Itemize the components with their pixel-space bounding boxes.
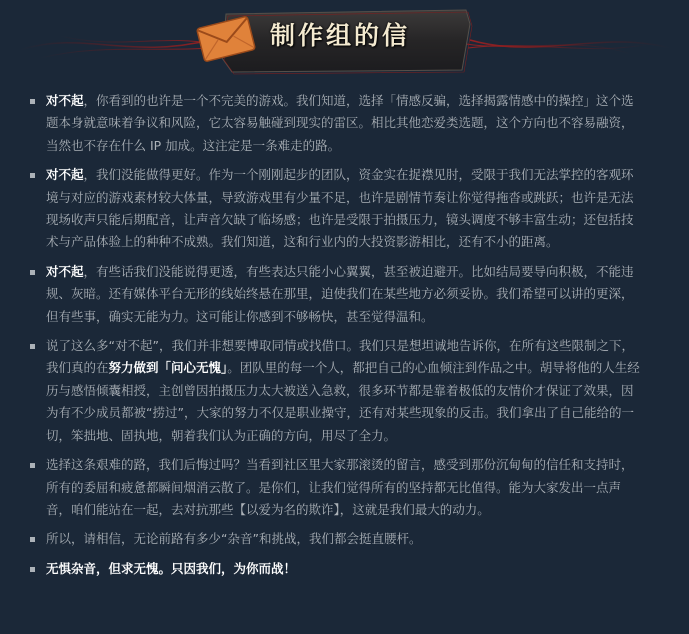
square-bullet-icon [30, 344, 35, 349]
list-item [29, 454, 641, 521]
paragraph-text: 所以，请相信，无论前路有多少“杂音”和挑战，我们都会挺直腰杆。 [46, 531, 422, 547]
square-bullet-icon [30, 537, 35, 542]
square-bullet-icon [30, 270, 35, 275]
emphasis-text: 对不起 [46, 263, 84, 279]
paragraph-text: ，有些话我们没能说得更透，有些表达只能小心翼翼，甚至被迫避开。比如结局要导向积极，不能违规、灰暗。还有媒体平台无形的线始终悬在那里，迫使我们在某些地方必须妥协。我们希望可以讲的更深，但有些事，确实无能为力。这可能让你感到不够畅快，甚至觉得温和。 [46, 263, 634, 324]
page-title: 制作组的信 [270, 21, 411, 50]
square-bullet-icon [30, 463, 35, 468]
paragraph-text: 说了这么多“对不起”，我们并非想要博取同情或找借口。我们只是想坦诚地告诉你，在所有这些限制之下，我们真的在 [46, 338, 634, 376]
square-bullet-icon [30, 99, 35, 104]
list-item [29, 558, 641, 580]
emphasis-text: 努力做到「问心无愧」 [108, 360, 228, 376]
paragraph-text: ，我们没能做得更好。作为一个刚刚起步的团队，资金实在捉襟见肘，受限于我们无法掌控的客观环境与对应的游戏素材较大体量，导致游戏里有少量不足，也许是剧情节奏让你觉得拖沓或跳跃；也许是无法现场收声只能后期配音，让声音欠缺了临场感；也许是受限于拍摄压力，镜头调度不够丰富生动；还包括技术与产品体验上的种种不成熟。我们知道，这和行业内的大投资影游相比，还有不小的距离。 [46, 167, 634, 250]
square-bullet-icon [30, 173, 35, 178]
envelope-icon [194, 10, 258, 68]
list-item [29, 164, 641, 254]
letter-banner [0, 0, 689, 82]
list-item [29, 261, 641, 328]
closing-slogan: 无惧杂音，但求无愧。只因我们，为你而战！ [46, 560, 297, 576]
emphasis-text: 对不起 [46, 167, 84, 183]
list-item [29, 90, 641, 157]
paragraph-text: 选择这条艰难的路，我们后悔过吗？当看到社区里大家那滚烫的留言，感受到那份沉甸甸的信任和支持时，所有的委屈和疲惫都瞬间烟消云散了。是你们，让我们觉得所有的坚持都无比值得。能为大家发出一点声音，咱们能站在一起，去对抗那些【以爱为名的欺诈】，这就是我们最大的动力。 [46, 457, 634, 517]
letter-body [29, 90, 641, 587]
list-item [29, 528, 641, 550]
square-bullet-icon [30, 567, 35, 572]
paragraph-text: 。团队里的每一个人，都把自己的心血倾注到作品之中。胡导将他的人生经历与感悟倾囊相授，主创曾因拍摄压力太大被送入急救，很多环节都是靠着极低的友情价才保证了效果，因为有不少成员都被“捞过”，大家的努力不仅是职业操守，还有对某些现象的反击。我们拿出了自己能给的一切，笨拙地、固执地，朝着我们认为正确的方向，用尽了全力。 [46, 360, 640, 443]
emphasis-text: 对不起 [46, 93, 84, 108]
list-item [29, 335, 641, 447]
paragraph-text: ，你看到的也许是一个不完美的游戏。我们知道，选择「情感反骗，选择揭露情感中的操控」这个选题本身就意味着争议和风险，它太容易触碰到现实的雷区。相比其他恋爱类选题，这个方向也不容易融资，当然也不存在什么 IP 加成。这注定是一条难走的路。 [46, 93, 634, 153]
